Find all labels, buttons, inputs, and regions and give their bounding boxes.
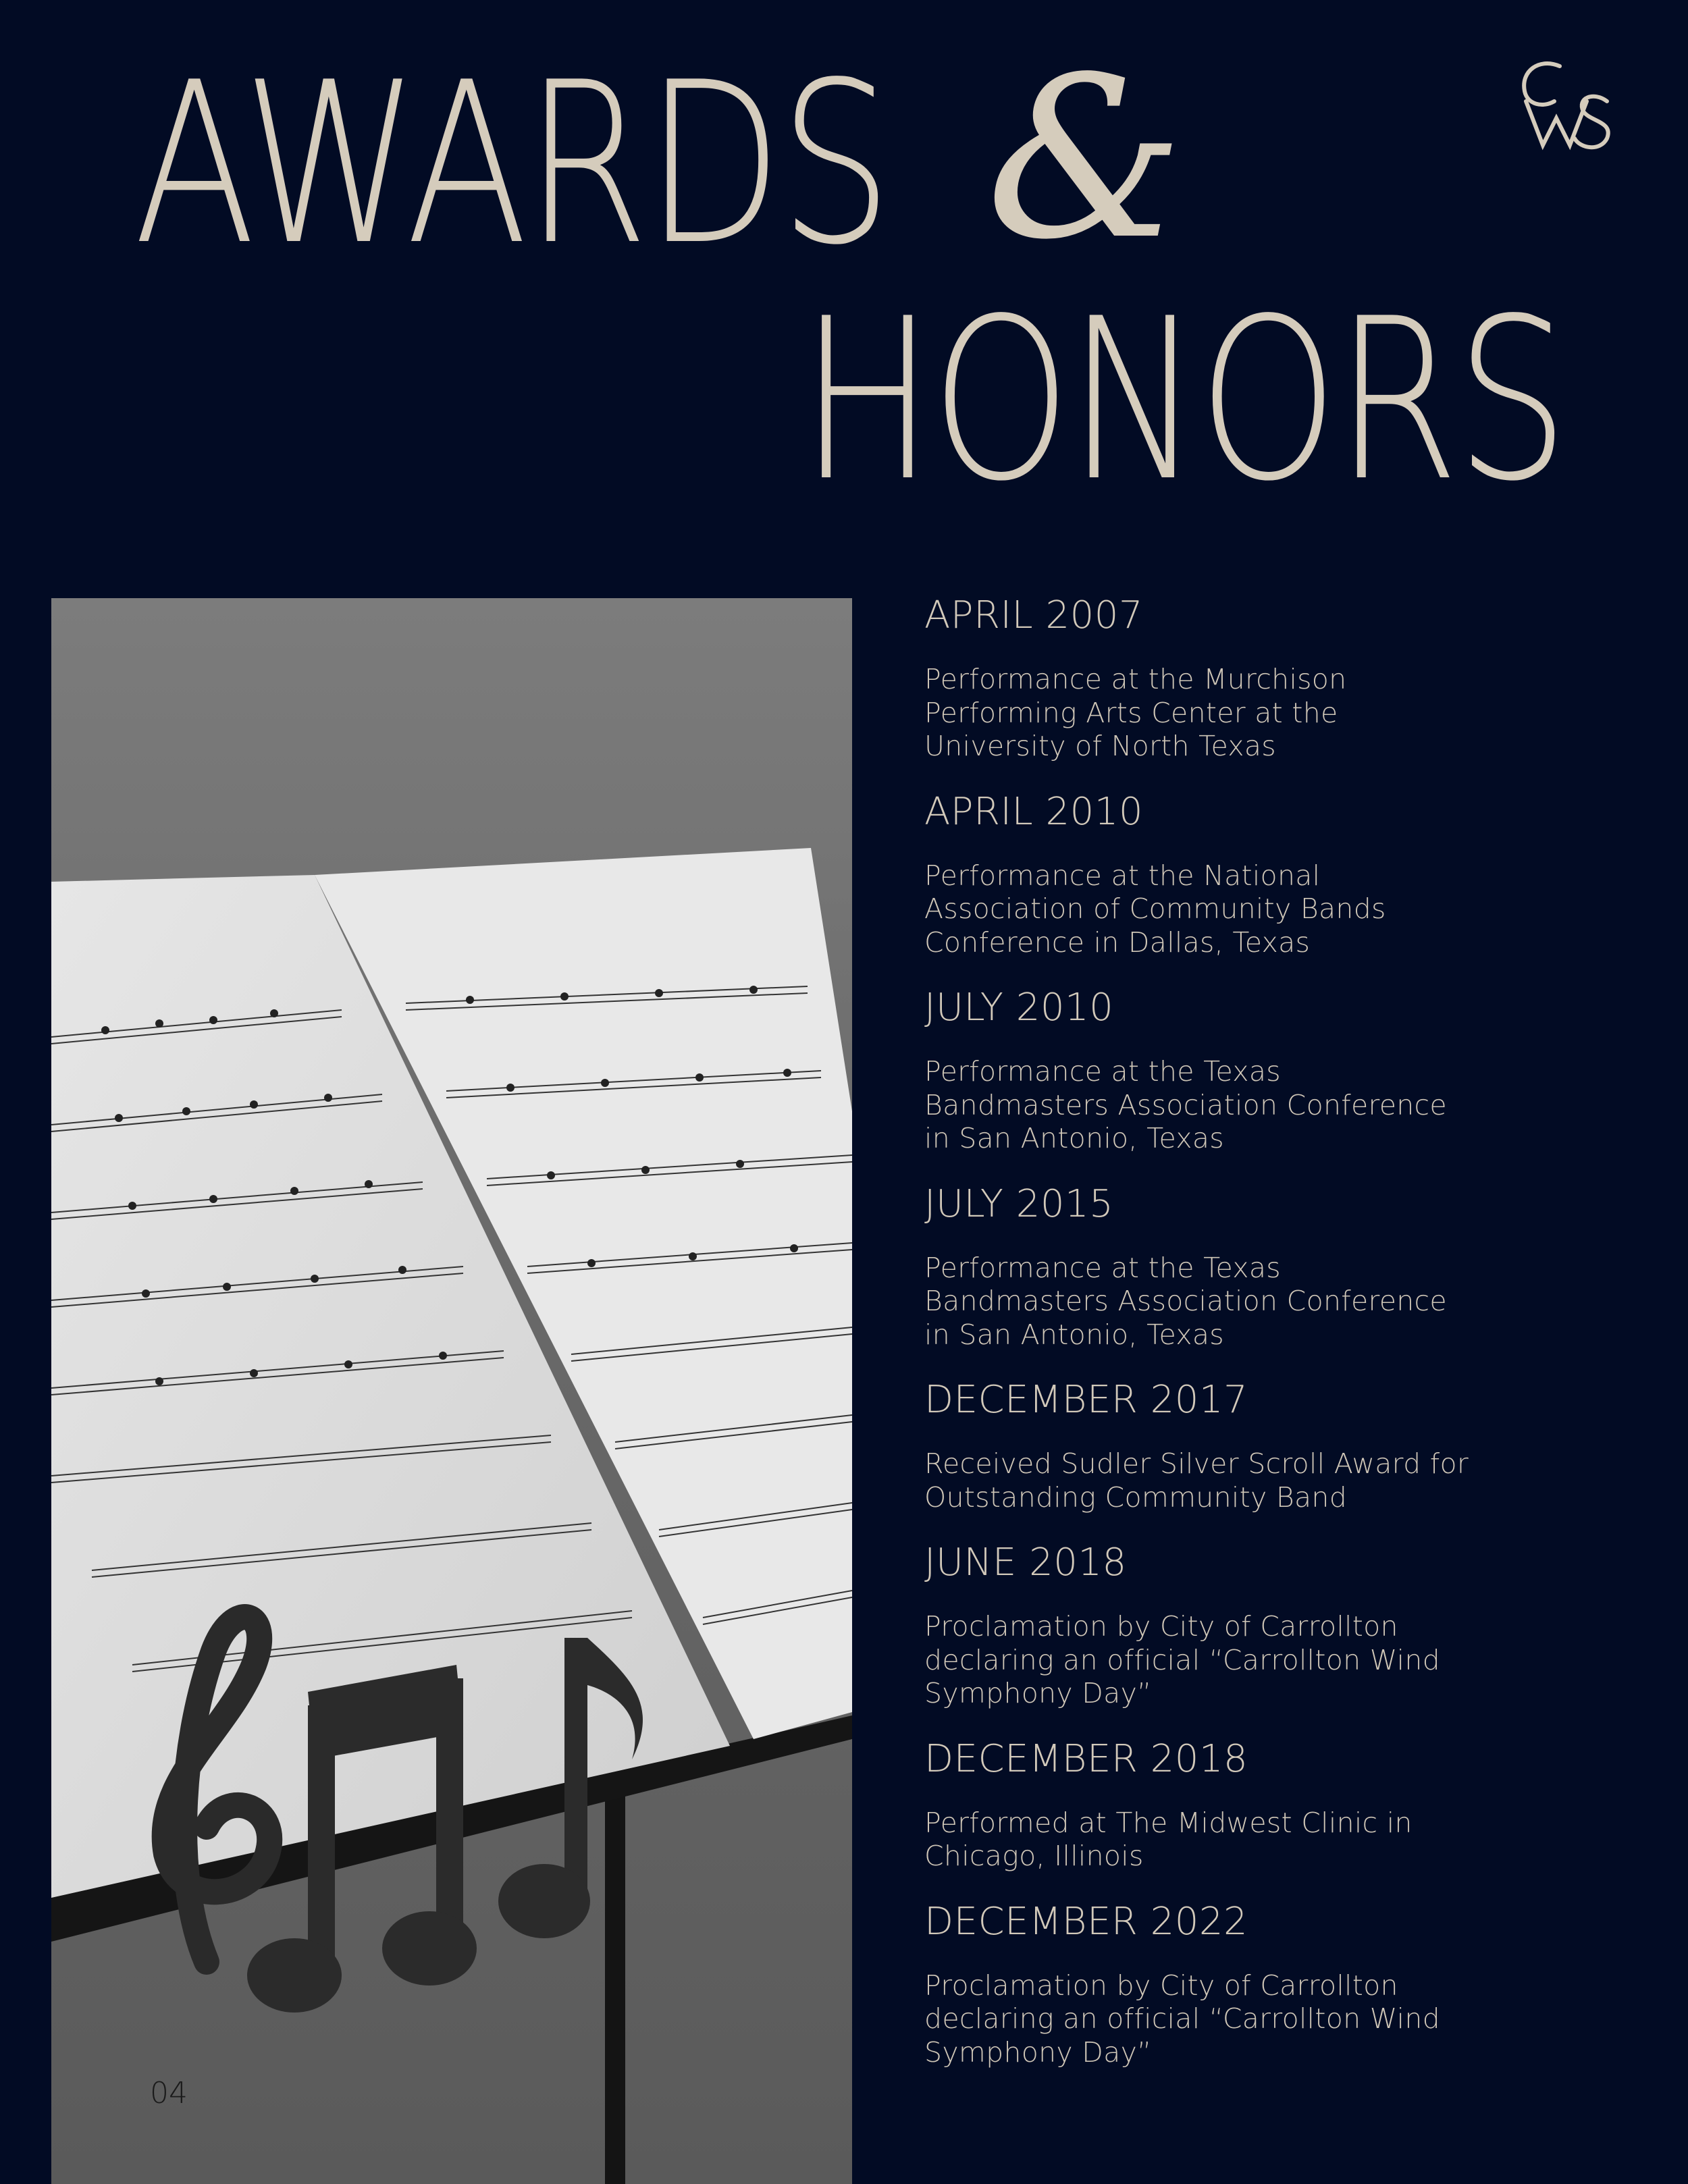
timeline-entry — [924, 1899, 1600, 2070]
timeline-entry — [924, 1181, 1600, 1352]
entry-description: Performance at the National Association of Community Bands Conference in Dallas, Texas — [924, 859, 1386, 959]
entry-date: APRIL 2007 — [924, 593, 1144, 637]
title-ampersand: & — [986, 29, 1184, 288]
timeline-entry — [924, 1540, 1600, 1711]
entry-description: Performed at The Midwest Clinic in Chicago, Illinois — [924, 1806, 1413, 1872]
title-honors: HONORS — [800, 271, 1566, 530]
awards-timeline — [924, 593, 1600, 2095]
cws-monogram-logo — [1512, 54, 1620, 155]
timeline-entry — [924, 1377, 1600, 1514]
entry-date: JUNE 2018 — [924, 1541, 1127, 1584]
timeline-entry — [924, 593, 1600, 764]
entry-date: DECEMBER 2018 — [924, 1736, 1248, 1781]
entry-date: APRIL 2010 — [924, 789, 1144, 834]
timeline-entry — [924, 1736, 1600, 1873]
title-awards: AWARDS — [134, 34, 889, 294]
timeline-entry — [924, 985, 1600, 1156]
page-number: 04 — [150, 2076, 188, 2110]
entry-description: Performance at the Murchison Performing Arts Center at the University of North Texas — [924, 663, 1347, 762]
entry-date: DECEMBER 2017 — [924, 1378, 1248, 1422]
entry-date: JULY 2015 — [924, 1181, 1114, 1226]
timeline-entry — [924, 789, 1600, 960]
entry-date: JULY 2010 — [924, 986, 1114, 1030]
entry-date: DECEMBER 2022 — [924, 1899, 1248, 1944]
sheet-music-photo — [51, 598, 852, 2184]
entry-description: Proclamation by City of Carrollton declaring an official “Carrollton Wind Symphony Day” — [924, 1969, 1440, 2069]
entry-description: Performance at the Texas Bandmasters Association Conference in San Antonio, Texas — [924, 1251, 1447, 1351]
entry-description: Performance at the Texas Bandmasters Association Conference in San Antonio, Texas — [924, 1055, 1447, 1154]
entry-description: Received Sudler Silver Scroll Award for Outstanding Community Band — [924, 1447, 1469, 1514]
entry-description: Proclamation by City of Carrollton declaring an official “Carrollton Wind Symphony Day” — [924, 1610, 1440, 1709]
